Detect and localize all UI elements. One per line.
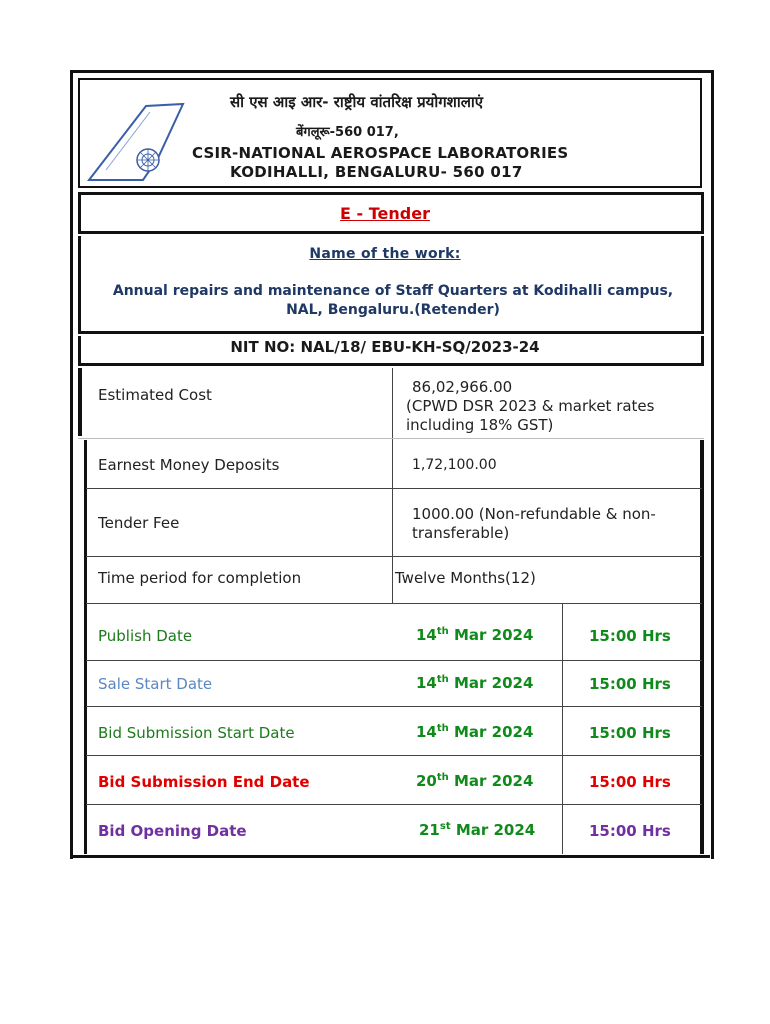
date-day: 14	[416, 723, 437, 741]
hindi-org-name: सी एस आइ आर- राष्ट्रीय वांतरिक्ष प्रयोगशालाएं	[230, 93, 484, 111]
work-line-2: NAL, Bengaluru.(Retender)	[286, 302, 500, 318]
org-address: KODIHALLI, BENGALURU- 560 017	[230, 163, 523, 181]
estimated-cost-value	[406, 378, 655, 435]
bid-opening-date-value	[419, 821, 535, 839]
bid-submission-start-label: Bid Submission Start Date	[98, 724, 295, 742]
bid-submission-end-value	[416, 772, 533, 790]
date-suffix: th	[436, 772, 449, 783]
completion-period-label: Time period for completion	[98, 569, 302, 587]
nit-number: NIT NO: NAL/18/ EBU-KH-SQ/2023-24	[230, 338, 540, 356]
row-divider	[86, 556, 702, 557]
date-day: 14	[416, 674, 437, 692]
page-title: E - Tender	[340, 204, 430, 223]
bottom-rule	[70, 855, 710, 858]
estimated-cost-note-2: including 18% GST)	[406, 416, 554, 434]
row-divider	[78, 438, 704, 439]
publish-date-label: Publish Date	[98, 627, 193, 645]
nal-logo	[86, 100, 186, 182]
work-line-1: Annual repairs and maintenance of Staff Quarters at Kodihalli campus,	[112, 283, 674, 299]
date-rest: Mar 2024	[448, 626, 534, 644]
bid-opening-time: 15:00 Hrs	[589, 822, 671, 840]
sale-start-date-label: Sale Start Date	[98, 675, 213, 693]
date-suffix: th	[436, 674, 449, 685]
work-label: Name of the work:	[309, 246, 461, 262]
publish-date-value	[416, 626, 533, 644]
left-border-lower	[84, 440, 87, 854]
work-description	[80, 282, 706, 320]
row-divider	[86, 755, 702, 756]
hindi-address: बेंगलूरू-560 017,	[296, 125, 399, 140]
date-suffix: st	[439, 821, 451, 832]
date-day: 14	[416, 626, 437, 644]
row-divider	[86, 488, 702, 489]
tender-fee-amount: 1000.00 (Non-refundable & non-	[412, 505, 656, 523]
emd-value: 1,72,100.00	[412, 457, 497, 473]
bid-opening-date-label: Bid Opening Date	[98, 822, 247, 840]
date-rest: Mar 2024	[450, 821, 536, 839]
estimated-cost-note-1: (CPWD DSR 2023 & market rates	[406, 397, 655, 415]
bid-submission-end-label: Bid Submission End Date	[98, 773, 310, 791]
completion-period-value: Twelve Months(12)	[395, 569, 536, 587]
row-divider	[86, 660, 702, 661]
date-rest: Mar 2024	[448, 772, 534, 790]
col-divider-2	[562, 604, 563, 854]
org-name: CSIR-NATIONAL AEROSPACE LABORATORIES	[192, 144, 569, 162]
date-rest: Mar 2024	[448, 723, 534, 741]
sale-start-date-value	[416, 674, 533, 692]
date-suffix: th	[436, 723, 449, 734]
col-divider	[392, 368, 393, 604]
row-divider	[86, 706, 702, 707]
date-suffix: th	[436, 626, 449, 637]
date-rest: Mar 2024	[448, 674, 534, 692]
row-divider	[86, 804, 702, 805]
bid-submission-end-time: 15:00 Hrs	[589, 773, 671, 791]
right-border-lower	[700, 440, 704, 854]
estimated-cost-amount: 86,02,966.00	[412, 378, 513, 396]
tender-fee-label: Tender Fee	[98, 514, 180, 532]
sale-start-time: 15:00 Hrs	[589, 675, 671, 693]
emd-label: Earnest Money Deposits	[98, 456, 280, 474]
date-day: 21	[419, 821, 440, 839]
tender-fee-note: transferable)	[412, 524, 510, 542]
estimated-cost-label: Estimated Cost	[98, 386, 212, 404]
publish-time: 15:00 Hrs	[589, 627, 671, 645]
row-divider	[86, 603, 702, 604]
tender-fee-value	[412, 505, 656, 543]
bid-submission-start-time: 15:00 Hrs	[589, 724, 671, 742]
left-border	[78, 368, 82, 436]
date-day: 20	[416, 772, 437, 790]
bid-submission-start-value	[416, 723, 533, 741]
